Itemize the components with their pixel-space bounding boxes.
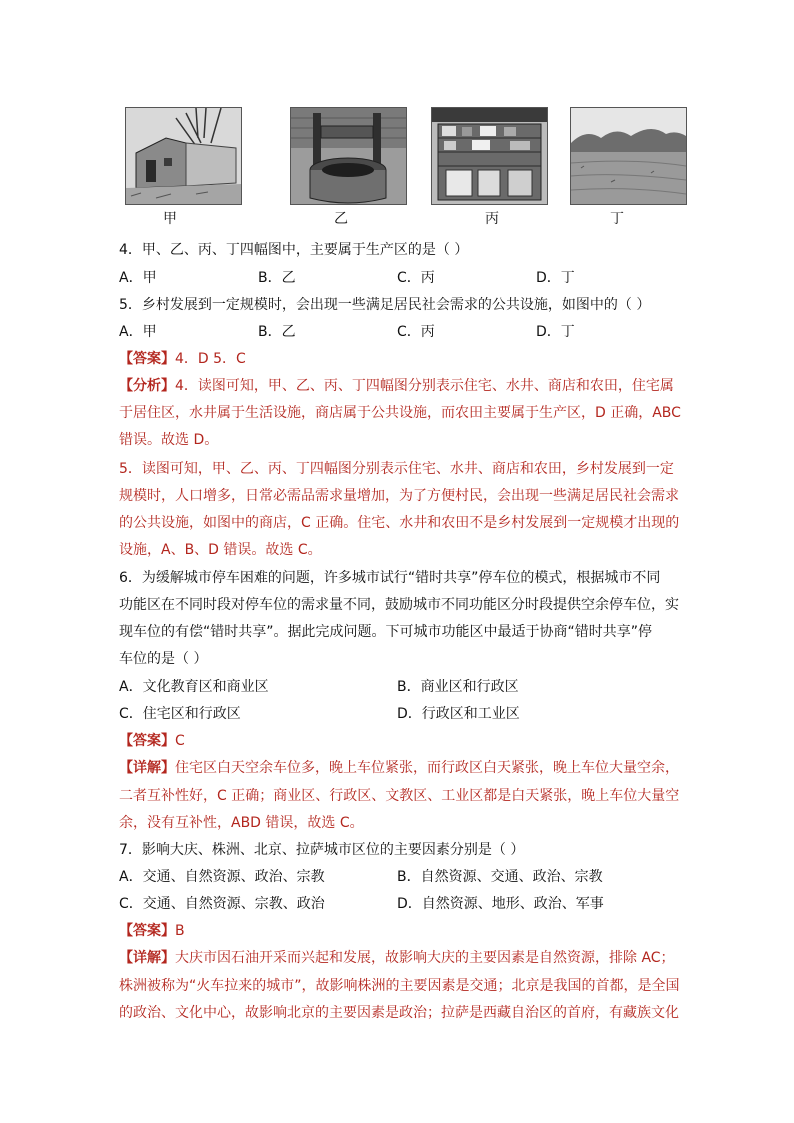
q4-option-b[interactable]: B．乙 — [258, 270, 296, 286]
q7-detail-line-1 — [119, 948, 675, 968]
q6-option-b[interactable]: B．商业区和行政区 — [397, 679, 519, 695]
q6-option-c[interactable]: C．住宅区和行政区 — [119, 706, 241, 722]
q4-option-a[interactable]: A．甲 — [119, 270, 157, 286]
caption-ding: 丁 — [610, 211, 624, 227]
q6-answer — [119, 731, 185, 751]
shop-photo-icon — [432, 108, 547, 204]
q4-option-c[interactable]: C．丙 — [397, 270, 435, 286]
q7-option-a[interactable]: A．交通、自然资源、政治、宗教 — [119, 869, 325, 885]
q6-stem-line-2: 功能区在不同时段对停车位的需求量不同，鼓励城市不同功能区分时段提供空余停车位，实 — [119, 597, 679, 613]
photo-yi-well — [290, 107, 407, 205]
caption-yi: 乙 — [334, 211, 348, 227]
q7-answer — [119, 921, 185, 941]
caption-bing: 丙 — [485, 211, 499, 227]
q6-answer-tag: 【答案】 — [119, 733, 175, 749]
answer-tag: 【答案】 — [119, 351, 175, 367]
q5-option-c[interactable]: C．丙 — [397, 324, 435, 340]
well-photo-icon — [291, 108, 406, 204]
analysis-line-1 — [119, 376, 674, 396]
q6-option-d[interactable]: D．行政区和工业区 — [397, 706, 520, 722]
q7-detail-text: 大庆市因石油开采而兴起和发展，故影响大庆的主要因素是自然资源，排除 AC； — [175, 950, 675, 966]
farmland-photo-icon — [571, 108, 686, 204]
photo-ding-farmland — [570, 107, 687, 205]
q6-detail-tag: 【详解】 — [119, 760, 175, 776]
q6-detail-line-1 — [119, 758, 679, 778]
analysis-line-2: 于居住区，水井属于生活设施，商店属于公共设施，而农田主要属于生产区，D 正确，ABC — [119, 405, 681, 421]
analysis-line-7: 设施，A、B、D 错误。故选 C。 — [119, 542, 322, 558]
photo-bing-shop — [431, 107, 548, 205]
q5-option-a[interactable]: A．甲 — [119, 324, 157, 340]
q7-detail-line-3: 的政治、文化中心，故影响北京的主要因素是政治；拉萨是西藏自治区的首府，有藏族文化 — [119, 1005, 679, 1021]
answer-text: 4．D 5．C — [175, 351, 246, 367]
analysis-line-6: 的公共设施，如图中的商店，C 正确。住宅、水井和农田不是乡村发展到一定规模才出现的 — [119, 515, 680, 531]
q7-answer-tag: 【答案】 — [119, 923, 175, 939]
q7-option-d[interactable]: D．自然资源、地形、政治、军事 — [397, 896, 604, 912]
photo-jia-house — [125, 107, 242, 205]
q7-option-c[interactable]: C．交通、自然资源、宗教、政治 — [119, 896, 325, 912]
analysis-text: 4．读图可知，甲、乙、丙、丁四幅图分别表示住宅、水井、商店和农田，住宅属 — [175, 378, 674, 394]
q6-stem-line-3: 现车位的有偿“错时共享”。据此完成问题。下可城市功能区中最适于协商“错时共享”停 — [119, 624, 653, 640]
q6-stem-line-4: 车位的是（ ） — [119, 651, 208, 667]
analysis-line-5: 规模时，人口增多，日常必需品需求量增加，为了方便村民，会出现一些满足居民社会需求 — [119, 488, 679, 504]
q6-option-a[interactable]: A．文化教育区和商业区 — [119, 679, 269, 695]
caption-jia: 甲 — [163, 211, 177, 227]
q4-option-d[interactable]: D．丁 — [536, 270, 575, 286]
q6-detail-line-2: 二者互补性好，C 正确；商业区、行政区、文教区、工业区都是白天紧张，晚上车位大量空 — [119, 788, 680, 804]
q7-answer-text: B — [175, 923, 185, 939]
q4-stem: 4．甲、乙、丙、丁四幅图中，主要属于生产区的是（ ） — [119, 242, 469, 258]
house-photo-icon — [126, 108, 241, 204]
analysis-line-4: 5．读图可知，甲、乙、丙、丁四幅图分别表示住宅、水井、商店和农田，乡村发展到一定 — [119, 461, 674, 477]
q7-detail-tag: 【详解】 — [119, 950, 175, 966]
q7-stem: 7．影响大庆、株洲、北京、拉萨城市区位的主要因素分别是（ ） — [119, 842, 525, 858]
q6-detail-line-3: 余，没有互补性，ABD 错误，故选 C。 — [119, 815, 364, 831]
q6-detail-text: 住宅区白天空余车位多，晚上车位紧张，而行政区白天紧张，晚上车位大量空余， — [175, 760, 679, 776]
analysis-tag: 【分析】 — [119, 378, 175, 394]
q7-detail-line-2: 株洲被称为“火车拉来的城市”，故影响株洲的主要因素是交通；北京是我国的首都，是全国 — [119, 978, 680, 994]
q5-option-d[interactable]: D．丁 — [536, 324, 575, 340]
analysis-line-3: 错误。故选 D。 — [119, 432, 219, 448]
q5-option-b[interactable]: B．乙 — [258, 324, 296, 340]
q6-stem-line-1: 6．为缓解城市停车困难的问题，许多城市试行“错时共享”停车位的模式，根据城市不同 — [119, 570, 661, 586]
q6-answer-text: C — [175, 733, 185, 749]
q5-stem: 5．乡村发展到一定规模时，会出现一些满足居民社会需求的公共设施，如图中的（ ） — [119, 297, 651, 313]
answer-4-5 — [119, 349, 246, 369]
q7-option-b[interactable]: B．自然资源、交通、政治、宗教 — [397, 869, 603, 885]
